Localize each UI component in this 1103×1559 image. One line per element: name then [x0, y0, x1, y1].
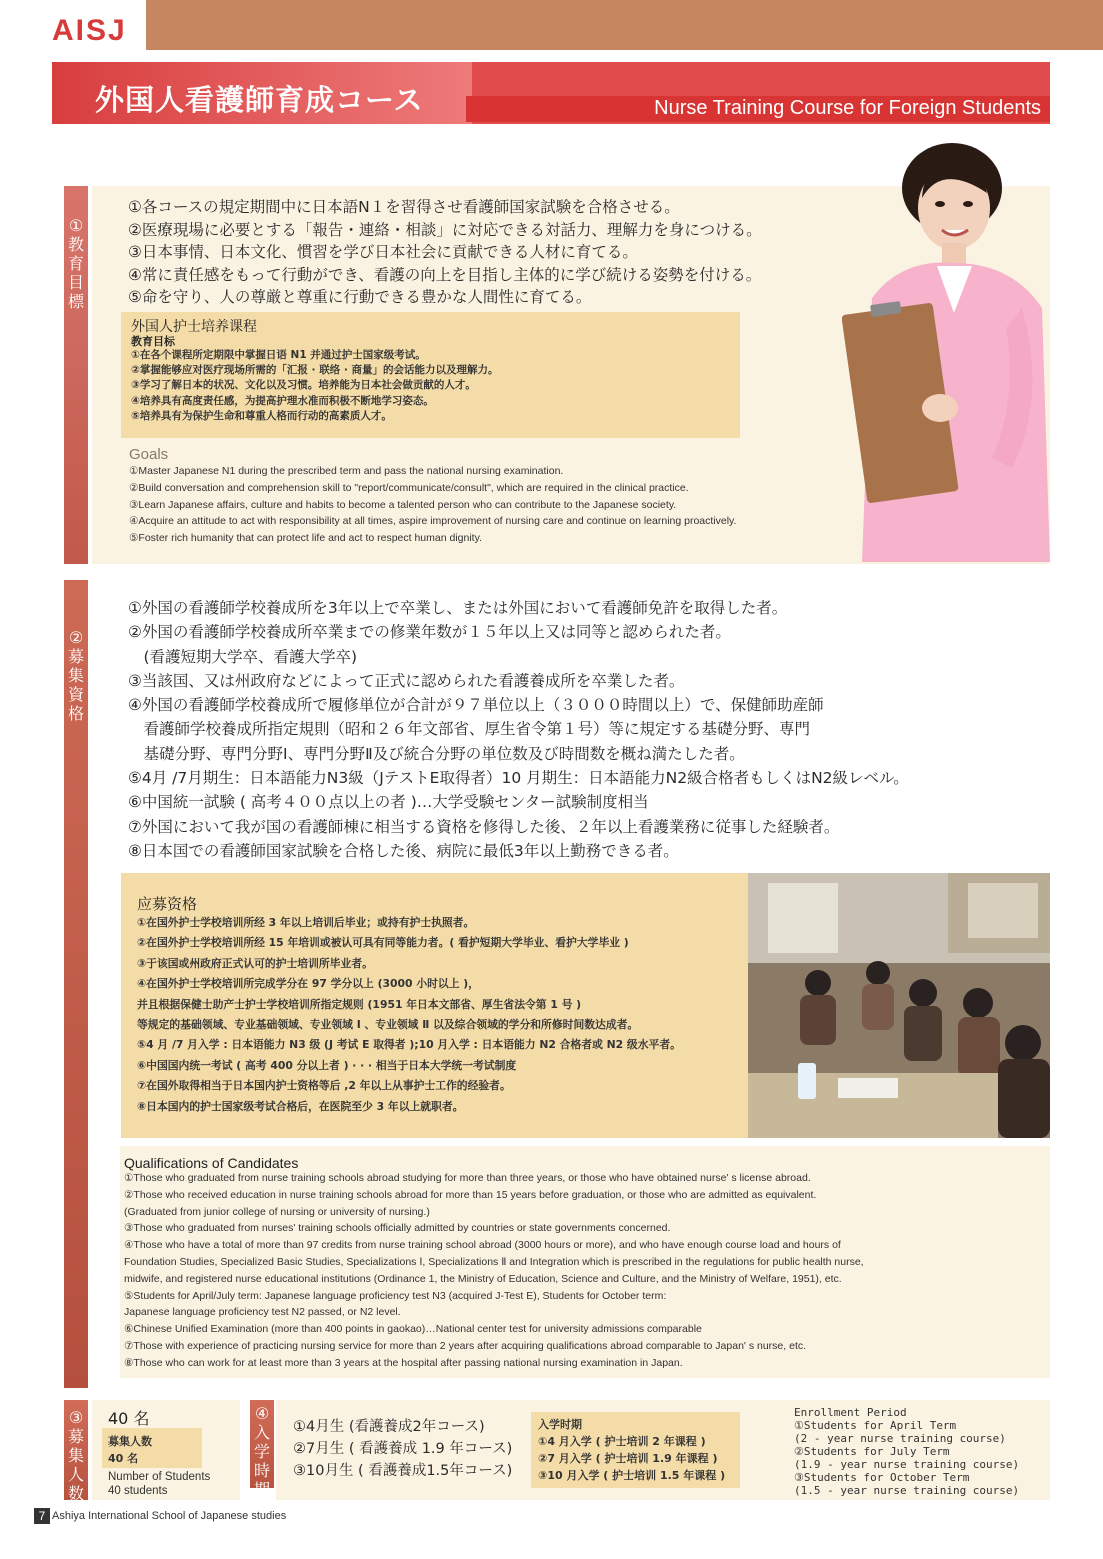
- list-item: ⑤Foster rich humanity that can protect life and act to respect human dignity.: [129, 532, 482, 545]
- list-item: ⑥Chinese Unified Examination (more than 400 points in gaokao)…National center test for university admissions comparable: [124, 1323, 702, 1336]
- list-item: ①Master Japanese N1 during the prescribed term and pass the national nursing examination.: [129, 465, 564, 477]
- list-item: ④外国の看護師学校養成所で履修単位が合計が９７単位以上（３０００時間以上）で、保健師助産師: [128, 696, 824, 715]
- list-item: 基礎分野、専門分野Ⅰ、専門分野Ⅱ及び統合分野の単位数及び時間数を概ね満たした者。: [128, 744, 745, 763]
- enrollment-jp-list: [293, 1416, 512, 1482]
- list-item: Foundation Studies, Specialized Basic Studies, Specializations Ⅰ, Specializations Ⅱ and Integration which is prescribed in the regulations for public health nurse,: [124, 1255, 864, 1268]
- goals-en-list: [129, 463, 736, 547]
- list-item: ⑥中国国内统一考试 ( 高考 400 分以上者 ) · · · 相当于日本大学统一考试制度: [137, 1058, 517, 1072]
- list-item: ④培养具有高度责任感，为提高护理水准而积极不断地学习姿态。: [131, 394, 434, 407]
- list-item: ③当該国、又は州政府などによって正式に認められた看護養成所を卒業した者。: [128, 671, 685, 690]
- list-item: ④在国外护士学校培训所完成学分在 97 学分以上 (3000 小时以上 )，: [137, 977, 480, 991]
- list-item: ③于该国或州政府正式认可的护士培训所毕业者。: [137, 956, 373, 970]
- list-item: ②医療現場に必要とする「報告・連絡・相談」に対応できる対話力、理解力を身につける。: [128, 220, 762, 239]
- list-item: Japanese language proficiency test N2 passed, or N2 level.: [124, 1306, 401, 1319]
- list-item: ⑧日本国での看護師国家試験を合格した後、病院に最低3年以上勤務できる者。: [128, 841, 679, 860]
- list-item: 看護師学校養成所指定規則（昭和２６年文部省、厚生省令第１号）等に規定する基礎分野、専門: [128, 720, 811, 739]
- list-item: (1.5 - year nurse training course): [794, 1484, 1020, 1497]
- section-tab-enrollment: ④ 入 学 時 期: [250, 1400, 274, 1488]
- capacity-en-value: 40 students: [108, 1485, 168, 1497]
- list-item: ③Those who graduated from nurses' training schools officially admitted by countries or state governments concerned.: [124, 1222, 671, 1235]
- capacity-en: [108, 1470, 210, 1498]
- list-item: Enrollment Period: [794, 1406, 907, 1419]
- enrollment-cn-list: [538, 1416, 725, 1484]
- qualifications-cn-list: [137, 913, 681, 1117]
- goals-en-title: Goals: [129, 446, 169, 463]
- footer-school-name: Ashiya International School of Japanese studies: [52, 1510, 287, 1522]
- list-item: ③Students for October Term: [794, 1471, 970, 1484]
- list-item: ③学习了解日本的状况、文化以及习惯。培养能为日本社会做贡献的人才。: [131, 379, 476, 392]
- list-item: ①在国外护士学校培训所经 3 年以上培训后毕业；或持有护士执照者。: [137, 916, 475, 929]
- list-item: (2 - year nurse training course): [794, 1432, 1006, 1445]
- list-item: ②Those who received education in nurse training schools abroad for more than 15 years before graduation, or those who are admitted as equivalent.: [124, 1188, 817, 1201]
- list-item: ②掌握能够应对医疗现场所需的「汇报 · 联络 · 商量」的会话能力以及理解力。: [131, 364, 499, 377]
- list-item: (Graduated from junior college of nursing or university of nursing.): [124, 1205, 430, 1218]
- qualifications-jp-list: [128, 596, 909, 863]
- section-tab-goals: ① 教 育 目 標: [64, 186, 88, 564]
- list-item: ①在各个课程所定期限中掌握日语 N1 并通过护士国家级考试。: [131, 349, 426, 361]
- list-item: (1.9 - year nurse training course): [794, 1458, 1020, 1471]
- list-item: ①4 月入学 ( 护士培训 2 年课程 ): [538, 1435, 706, 1448]
- list-item: ⑤Students for April/July term: Japanese language proficiency test N3 (acquired J-Test E), Students for October term:: [124, 1289, 667, 1302]
- capacity-cn-value: 40 名: [108, 1452, 139, 1465]
- list-item: ③Learn Japanese affairs, culture and habits to become a talented person who can contribute to the Japanese society.: [129, 498, 677, 511]
- list-item: (看護短期大学卒、看護大学卒): [128, 647, 358, 666]
- list-item: ②Build conversation and comprehension skill to "report/communicate/consult", which are required in the clinical practice.: [129, 481, 689, 494]
- list-item: ④Acquire an attitude to act with responsibility at all times, aspire improvement of nursing care and continue on learning proactively.: [129, 515, 737, 528]
- page-number: 7: [34, 1508, 50, 1524]
- goals-jp-list: [128, 196, 762, 309]
- list-item: ②在国外护士学校培训所经 15 年培训或被认可具有同等能力者。( 看护短期大学毕业、看护大学毕业 ): [137, 936, 629, 950]
- list-item: ①各コースの規定期間中に日本語N１を習得させ看護師国家試験を合格させる。: [128, 198, 680, 216]
- goals-cn-title: 外国人护士培养课程: [131, 319, 257, 335]
- list-item: ④Those who have a total of more than 97 credits from nurse training school abroad (3000 hours or more), and who have enough course load and hours of: [124, 1239, 841, 1252]
- page-subtitle: Nurse Training Course for Foreign Students: [654, 97, 1041, 119]
- qualifications-en-title: Qualifications of Candidates: [124, 1155, 299, 1171]
- qualifications-cn-title: 应募资格: [137, 895, 198, 913]
- list-item: ②外国の看護師学校養成所卒業までの修業年数が１５年以上又は同等と認められた者。: [128, 623, 731, 642]
- section-tab-qualifications: ② 募 集 資 格: [64, 580, 88, 1388]
- goals-cn-list: [131, 348, 499, 424]
- qualifications-en-list: [124, 1170, 864, 1372]
- list-item: ⑥中国統一試験 ( 高考４００点以上の者 )…大学受験センター試験制度相当: [128, 793, 649, 812]
- capacity-jp: 40 名: [108, 1409, 150, 1428]
- list-item: ②7 月入学 ( 护士培训 1.9 年课程 ): [538, 1452, 718, 1465]
- list-item: ①外国の看護師学校養成所を3年以上で卒業し、または外国において看護師免許を取得した者。: [128, 599, 788, 617]
- list-item: ③10月生 ( 看護養成1.5年コース): [293, 1463, 513, 1479]
- list-item: ⑧日本国内的护士国家级考试合格后，在医院至少 3 年以上就职者。: [137, 1099, 464, 1113]
- list-item: ①Those who graduated from nurse training schools abroad studying for more than three years, or those who have obtained nurse' s license abroad.: [124, 1172, 811, 1184]
- enrollment-en-list: [794, 1406, 1019, 1497]
- header-accent-bar: [146, 0, 1103, 50]
- classroom-photo: [748, 873, 1050, 1138]
- list-item: ④常に責任感をもって行動ができ、看護の向上を目指し主体的に学び続ける姿勢を付ける。: [128, 265, 762, 284]
- list-item: 等规定的基础领域、专业基础领域、专业领域 Ⅰ 、专业领域 Ⅱ 以及综合领域的学分和所修时间数达成者。: [137, 1018, 639, 1032]
- section-tab-capacity: ③ 募 集 人 数: [64, 1400, 88, 1500]
- list-item: ①4月生 (看護養成2年コース): [293, 1419, 485, 1435]
- goals-cn-subtitle: 教育目标: [131, 335, 175, 348]
- list-item: ⑧Those who can work for at least more than 3 years at the hospital after passing national nursing examination in Japan.: [124, 1356, 683, 1369]
- list-item: ⑦外国において我が国の看護師棟に相当する資格を修得した後、２年以上看護業務に従事した経験者。: [128, 817, 840, 836]
- page-title: 外国人看護師育成コース: [95, 83, 424, 117]
- list-item: 入学时期: [538, 1418, 582, 1431]
- list-item: ⑦在国外取得相当于日本国内护士资格等后 ,2 年以上从事护士工作的经验者。: [137, 1079, 511, 1093]
- list-item: 并且根据保健士助产士护士学校培训所指定规则 (1951 年日本文部省、厚生省法令第 1 号 ): [137, 997, 582, 1011]
- list-item: midwife, and registered nurse educational institutions (Ordinance 1, the Ministry of Education, Science and Culture, and the Ministry of Welfare, 1951), etc.: [124, 1272, 842, 1285]
- list-item: ③10 月入学 ( 护士培训 1.5 年课程 ): [538, 1469, 726, 1482]
- list-item: ②7月生 ( 看護養成 1.9 年コース): [293, 1441, 513, 1457]
- list-item: ⑦Those with experience of practicing nursing service for more than 2 years after acquiring qualifications abroad comparable to Japan' s nurse, etc.: [124, 1339, 807, 1352]
- brand-logo: AISJ: [52, 14, 127, 47]
- capacity-en-label: Number of Students: [108, 1471, 211, 1483]
- nurse-photo: [842, 138, 1050, 562]
- list-item: ②Students for July Term: [794, 1445, 950, 1458]
- list-item: ⑤命を守り、人の尊厳と尊重に行動できる豊かな人間性に育てる。: [128, 288, 592, 306]
- list-item: ⑤培养具有为保护生命和尊重人格而行动的高素质人才。: [131, 409, 392, 422]
- list-item: ①Students for April Term: [794, 1419, 957, 1432]
- list-item: ⑤4月 /7月期生：日本語能力N3級（JテストE取得者）10 月期生：日本語能力N2級合格者もしくはN2級レベル。: [128, 769, 909, 788]
- capacity-cn-label: 募集人数: [108, 1435, 152, 1448]
- list-item: ③日本事情、日本文化、慣習を学び日本社会に貢献できる人材に育てる。: [128, 243, 638, 261]
- list-item: ⑤4 月 /7 月入学 : 日本语能力 N3 级 (J 考试 E 取得者 );10 月入学 : 日本语能力 N2 合格者或 N2 级水平者。: [137, 1038, 681, 1052]
